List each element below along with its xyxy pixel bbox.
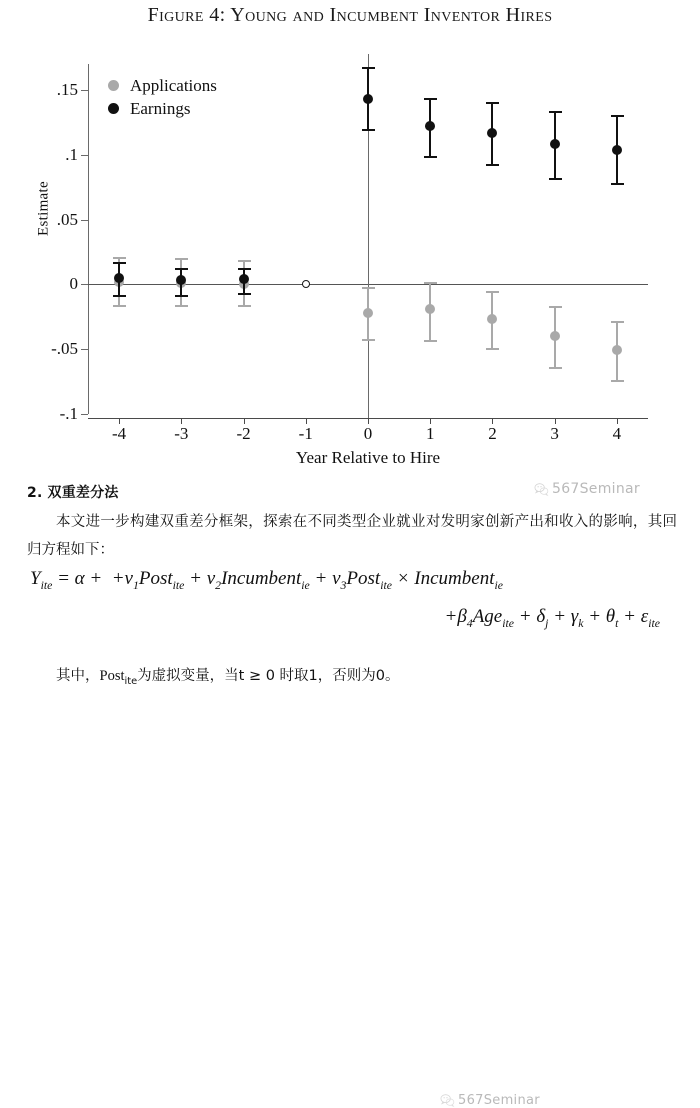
error-bar-cap-upper: [113, 262, 126, 264]
x-tick-label: -2: [236, 424, 251, 443]
error-bar-cap-lower: [238, 305, 251, 307]
paragraph-2-variable-subscript: ite: [124, 675, 138, 687]
estimate-marker: [550, 139, 560, 149]
paragraph-1: 本文进一步构建双重差分框架，探索在不同类型企业就业对发明家创新产出和收入的影响，其回归方程如下：: [27, 514, 677, 558]
watermark-formula: [440, 1093, 540, 1108]
estimate-marker: [550, 331, 560, 341]
y-tick-label: .05: [56, 209, 78, 229]
y-tick-label: .15: [56, 79, 78, 99]
x-axis-title: Year Relative to Hire: [295, 448, 441, 467]
y-tick-label: 0: [69, 274, 78, 294]
error-bar-cap-lower: [175, 295, 188, 297]
error-bar-cap-upper: [486, 291, 499, 293]
error-bar-cap-upper: [549, 306, 562, 308]
error-bar-cap-lower: [424, 340, 437, 342]
chart-legend: [108, 74, 217, 120]
equation-line-1: $Y_{ite} = \alpha$ + $+v_1Post_{ite}$ + $v_2Incumbent_{ie}$ + $v_3Post_{ite}$ × Incumbent$_{ie}$: [30, 568, 503, 592]
section-heading: 2. 双重差分法: [27, 485, 119, 501]
error-bar-cap-upper: [175, 258, 188, 260]
equation-line-2: $+\beta_4Age_{ite} + \delta_j + \gamma_k + \theta_t + \varepsilon_{ite}$: [444, 606, 660, 630]
error-bar-cap-lower: [549, 367, 562, 369]
error-bar-cap-upper: [362, 287, 375, 289]
paragraph-2-suffix: 为虚拟变量，当t ≥ 0 时取1，否则为0。: [137, 668, 400, 684]
paragraph-2: [27, 664, 677, 694]
y-axis-title: Estimate: [35, 181, 52, 236]
x-tick-label: 3: [550, 424, 559, 443]
wechat-icon: [440, 1093, 455, 1108]
estimate-marker: [612, 145, 622, 155]
legend-label-applications: Applications: [130, 75, 217, 95]
error-bar-cap-lower: [238, 293, 251, 295]
error-bar-cap-upper: [175, 268, 188, 270]
error-bar-cap-lower: [362, 129, 375, 131]
y-tick-mark: [81, 284, 88, 285]
error-bar-cap-upper: [362, 67, 375, 69]
error-bar-cap-upper: [238, 268, 251, 270]
legend-label-earnings: Earnings: [130, 98, 191, 118]
y-tick-mark: [81, 155, 88, 156]
paragraph-2-prefix: 其中，: [56, 668, 100, 684]
x-tick-label: 2: [488, 424, 497, 443]
error-bar-cap-upper: [486, 102, 499, 104]
error-bar-cap-lower: [175, 305, 188, 307]
error-bar-cap-upper: [113, 257, 126, 259]
error-bar-cap-lower: [424, 156, 437, 158]
estimate-marker: [612, 345, 622, 355]
legend-swatch-earnings: [108, 103, 119, 114]
watermark-chart: [534, 481, 640, 497]
y-tick-label: -.05: [51, 339, 78, 359]
y-tick-label: .1: [65, 144, 78, 164]
legend-item-earnings: [108, 97, 217, 120]
x-tick-label: -4: [112, 424, 127, 443]
x-tick-label: -3: [174, 424, 189, 443]
paragraph-2-variable: Post: [99, 668, 125, 684]
estimate-marker: [363, 308, 373, 318]
error-bar-cap-lower: [611, 183, 624, 185]
estimate-marker: [425, 304, 435, 314]
estimate-marker: [363, 94, 373, 104]
watermark-text: 567Seminar: [552, 481, 640, 497]
error-bar-cap-upper: [238, 260, 251, 262]
x-tick-label: 0: [363, 424, 373, 443]
error-bar-cap-lower: [113, 295, 126, 297]
figure-title: Figure 4: Young and Incumbent Inventor Hires: [147, 4, 553, 26]
estimate-marker: [487, 128, 497, 138]
error-bar-cap-upper: [611, 115, 624, 117]
error-bar-cap-lower: [611, 380, 624, 382]
error-bar-cap-lower: [362, 339, 375, 341]
wechat-icon: [534, 482, 549, 497]
error-bar-cap-lower: [486, 164, 499, 166]
error-bar-cap-upper: [611, 321, 624, 323]
y-tick-label: -.1: [59, 404, 78, 423]
watermark-text: 567Seminar: [458, 1093, 540, 1108]
y-tick-mark: [81, 414, 88, 415]
x-tick-label: 1: [425, 424, 435, 443]
x-tick-label: -1: [298, 424, 313, 443]
error-bar-cap-upper: [424, 98, 437, 100]
x-tick-label: 4: [612, 424, 622, 443]
legend-item-applications: [108, 74, 217, 97]
error-bar-cap-upper: [424, 282, 437, 284]
estimate-marker: [302, 280, 310, 288]
error-bar-cap-lower: [486, 348, 499, 350]
error-bar-cap-lower: [549, 178, 562, 180]
estimate-marker: [425, 121, 435, 131]
y-axis-spine: [88, 64, 89, 414]
estimate-marker: [114, 273, 124, 283]
y-tick-mark: [81, 349, 88, 350]
y-tick-mark: [81, 220, 88, 221]
legend-swatch-applications: [108, 80, 119, 91]
estimate-marker: [239, 274, 249, 284]
y-tick-mark: [81, 90, 88, 91]
estimate-marker: [487, 314, 497, 324]
error-bar-cap-upper: [549, 111, 562, 113]
error-bar-cap-lower: [113, 305, 126, 307]
